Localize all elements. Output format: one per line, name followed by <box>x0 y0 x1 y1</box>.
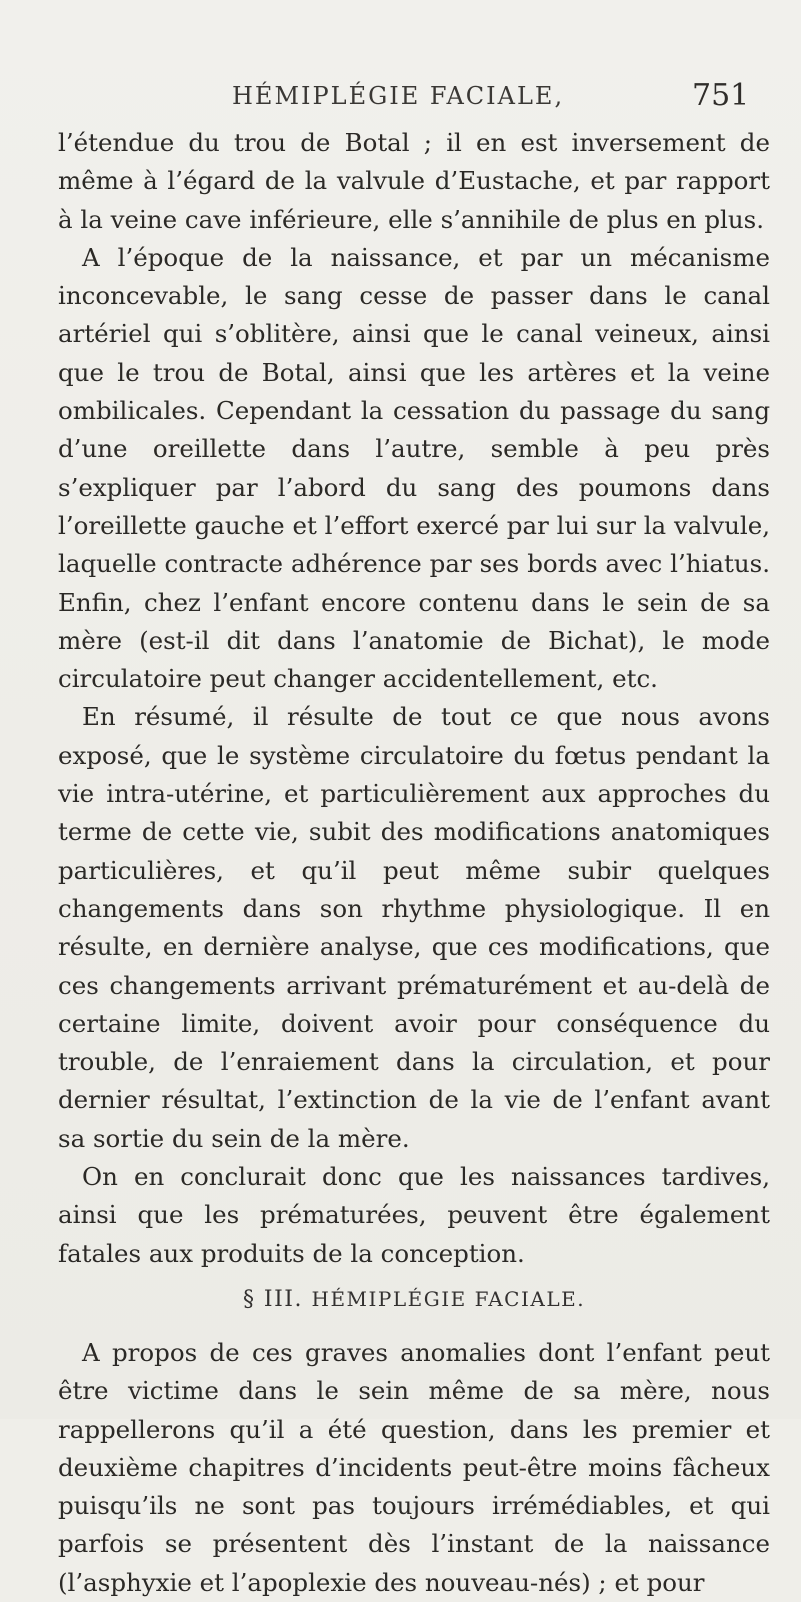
body-text <box>58 124 770 1602</box>
paragraph-conclusion: On en conclurait donc que les naissances tardives, ainsi que les prématurées, peuvent être également fatales aux produits de la conception. <box>58 1162 770 1268</box>
running-title: HÉMIPLÉGIE FACIALE, <box>232 82 565 110</box>
page-header <box>0 78 801 120</box>
page-number: 751 <box>692 78 750 113</box>
paragraph-continuation: l’étendue du trou de Botal ; il en est inversement de même à l’égard de la valvule d’Eustache, et par rapport à la veine cave inférieure, elle s’annihile de plus en plus. <box>58 128 770 234</box>
section-title: HÉMIPLÉGIE FACIALE. <box>311 1286 586 1311</box>
section-heading <box>58 1287 770 1312</box>
section-number: § III. <box>242 1286 303 1312</box>
paragraph-section-opening: A propos de ces graves anomalies dont l’enfant peut être victime dans le sein même de sa mère, nous rappellerons qu’il a été question, dans les premier et deuxième chapitres d’incidents peut-être moins fâcheux puisqu’ils ne sont pas toujours irrémédiables, et qui parfois se présentent dès l’instant de la naissance (l’asphyxie et l’apoplexie des nouveau-nés) ; et pour <box>58 1337 770 1597</box>
paragraph-summary: En résumé, il résulte de tout ce que nous avons exposé, que le système circulatoire du fœtus pendant la vie intra-utérine, et particulièrement aux approches du terme de cette vie, subit des modifications anatomiques particulières, et qu’il peut même subir quelques changements dans son rhythme physiologique. Il en résulte, en dernière analyse, que ces modifications, que ces changements arrivant prématurément et au-delà de certaine limite, doivent avoir pour conséquence du trouble, de l’enraiement dans la circulation, et pour dernier résultat, l’extinction de la vie de l’enfant avant sa sortie du sein de la mère. <box>58 702 770 1153</box>
paragraph-birth-mechanism: A l’époque de la naissance, et par un mécanisme inconcevable, le sang cesse de passer dans le canal artériel qui s’oblitère, ainsi que le canal veineux, ainsi que le trou de Botal, ainsi que les artères et la veine ombilicales. Cependant la cessation du passage du sang d’une oreillette dans l’autre, semble à peu près s’expliquer par l’abord du sang des poumons dans l’oreillette gauche et l’effort exercé par lui sur la valvule, laquelle contracte adhérence par ses bords avec l’hiatus. Enfin, chez l’enfant encore contenu dans le sein de sa mère (est-il dit dans l’anatomie de Bichat), le mode circulatoire peut changer accidentellement, etc. <box>58 242 770 694</box>
